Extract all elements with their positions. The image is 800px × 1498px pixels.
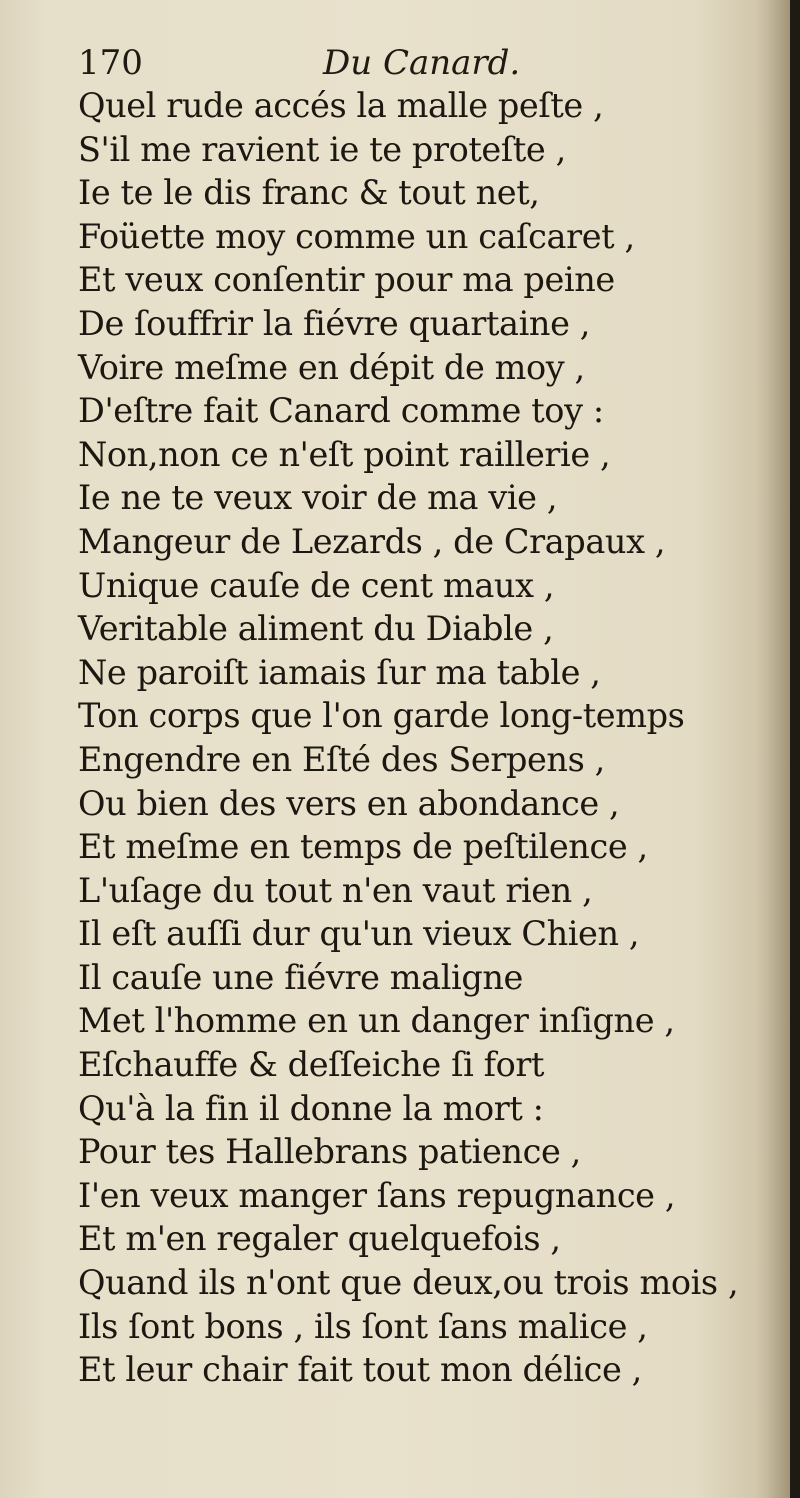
verse-line: Ou bien des vers en abondance , <box>78 783 620 823</box>
verse-line: D'eſtre fait Canard comme toy : <box>78 391 604 431</box>
verse-text <box>78 84 768 1392</box>
verse-line: Veritable aliment du Diable , <box>78 609 554 649</box>
running-title: Du Canard. <box>323 43 521 83</box>
running-head <box>78 40 638 86</box>
verse-line: Quand ils n'ont que deux,ou trois mois , <box>78 1263 739 1303</box>
verse-line: I'en veux manger ſans repugnance , <box>78 1175 676 1215</box>
verse-line: Pour tes Hallebrans patience , <box>78 1132 581 1172</box>
verse-line: Engendre en Eſté des Serpens , <box>78 739 605 779</box>
verse-line: S'il me ravient ie te proteſte , <box>78 129 566 169</box>
verse-line: Qu'à la fin il donne la mort : <box>78 1088 544 1128</box>
verse-line: Et leur chair fait tout mon délice , <box>78 1350 642 1390</box>
verse-line: Ton corps que l'on garde long-temps <box>78 696 685 736</box>
verse-line: De ſouffrir la fiévre quartaine , <box>78 303 591 343</box>
verse-line: Foüette moy comme un caſcaret , <box>78 216 635 256</box>
verse-line: Unique cauſe de cent maux , <box>78 565 555 605</box>
verse-line: Met l'homme en un danger inſigne , <box>78 1001 675 1041</box>
verse-line: Et veux conſentir pour ma peine <box>78 260 615 300</box>
verse-line: Quel rude accés la malle peſte , <box>78 86 604 125</box>
verse-line: Ils ſont bons , ils ſont ſans malice , <box>78 1306 648 1346</box>
verse-line: Eſchauffe & deſſeiche ſi fort <box>78 1045 545 1085</box>
verse-line: Ie te le dis franc & tout net, <box>78 173 540 213</box>
verse-line: Il eſt auſſi dur qu'un vieux Chien , <box>78 914 640 954</box>
verse-line: Et meſme en temps de peſtilence , <box>78 827 648 867</box>
verse-line: L'uſage du tout n'en vaut rien , <box>78 870 593 910</box>
verse-line: Mangeur de Lezards , de Crapaux , <box>78 521 666 561</box>
page-number: 170 <box>78 43 143 83</box>
verse-line: Ne paroiſt iamais ſur ma table , <box>78 652 601 692</box>
verse-line: Et m'en regaler quelquefois , <box>78 1219 561 1259</box>
verse-line: Ie ne te veux voir de ma vie , <box>78 478 558 518</box>
verse-line: Voire meſme en dépit de moy , <box>78 347 585 387</box>
verse-line: Il cauſe une fiévre maligne <box>78 957 523 997</box>
verse-line: Non,non ce n'eſt point raillerie , <box>78 434 611 474</box>
